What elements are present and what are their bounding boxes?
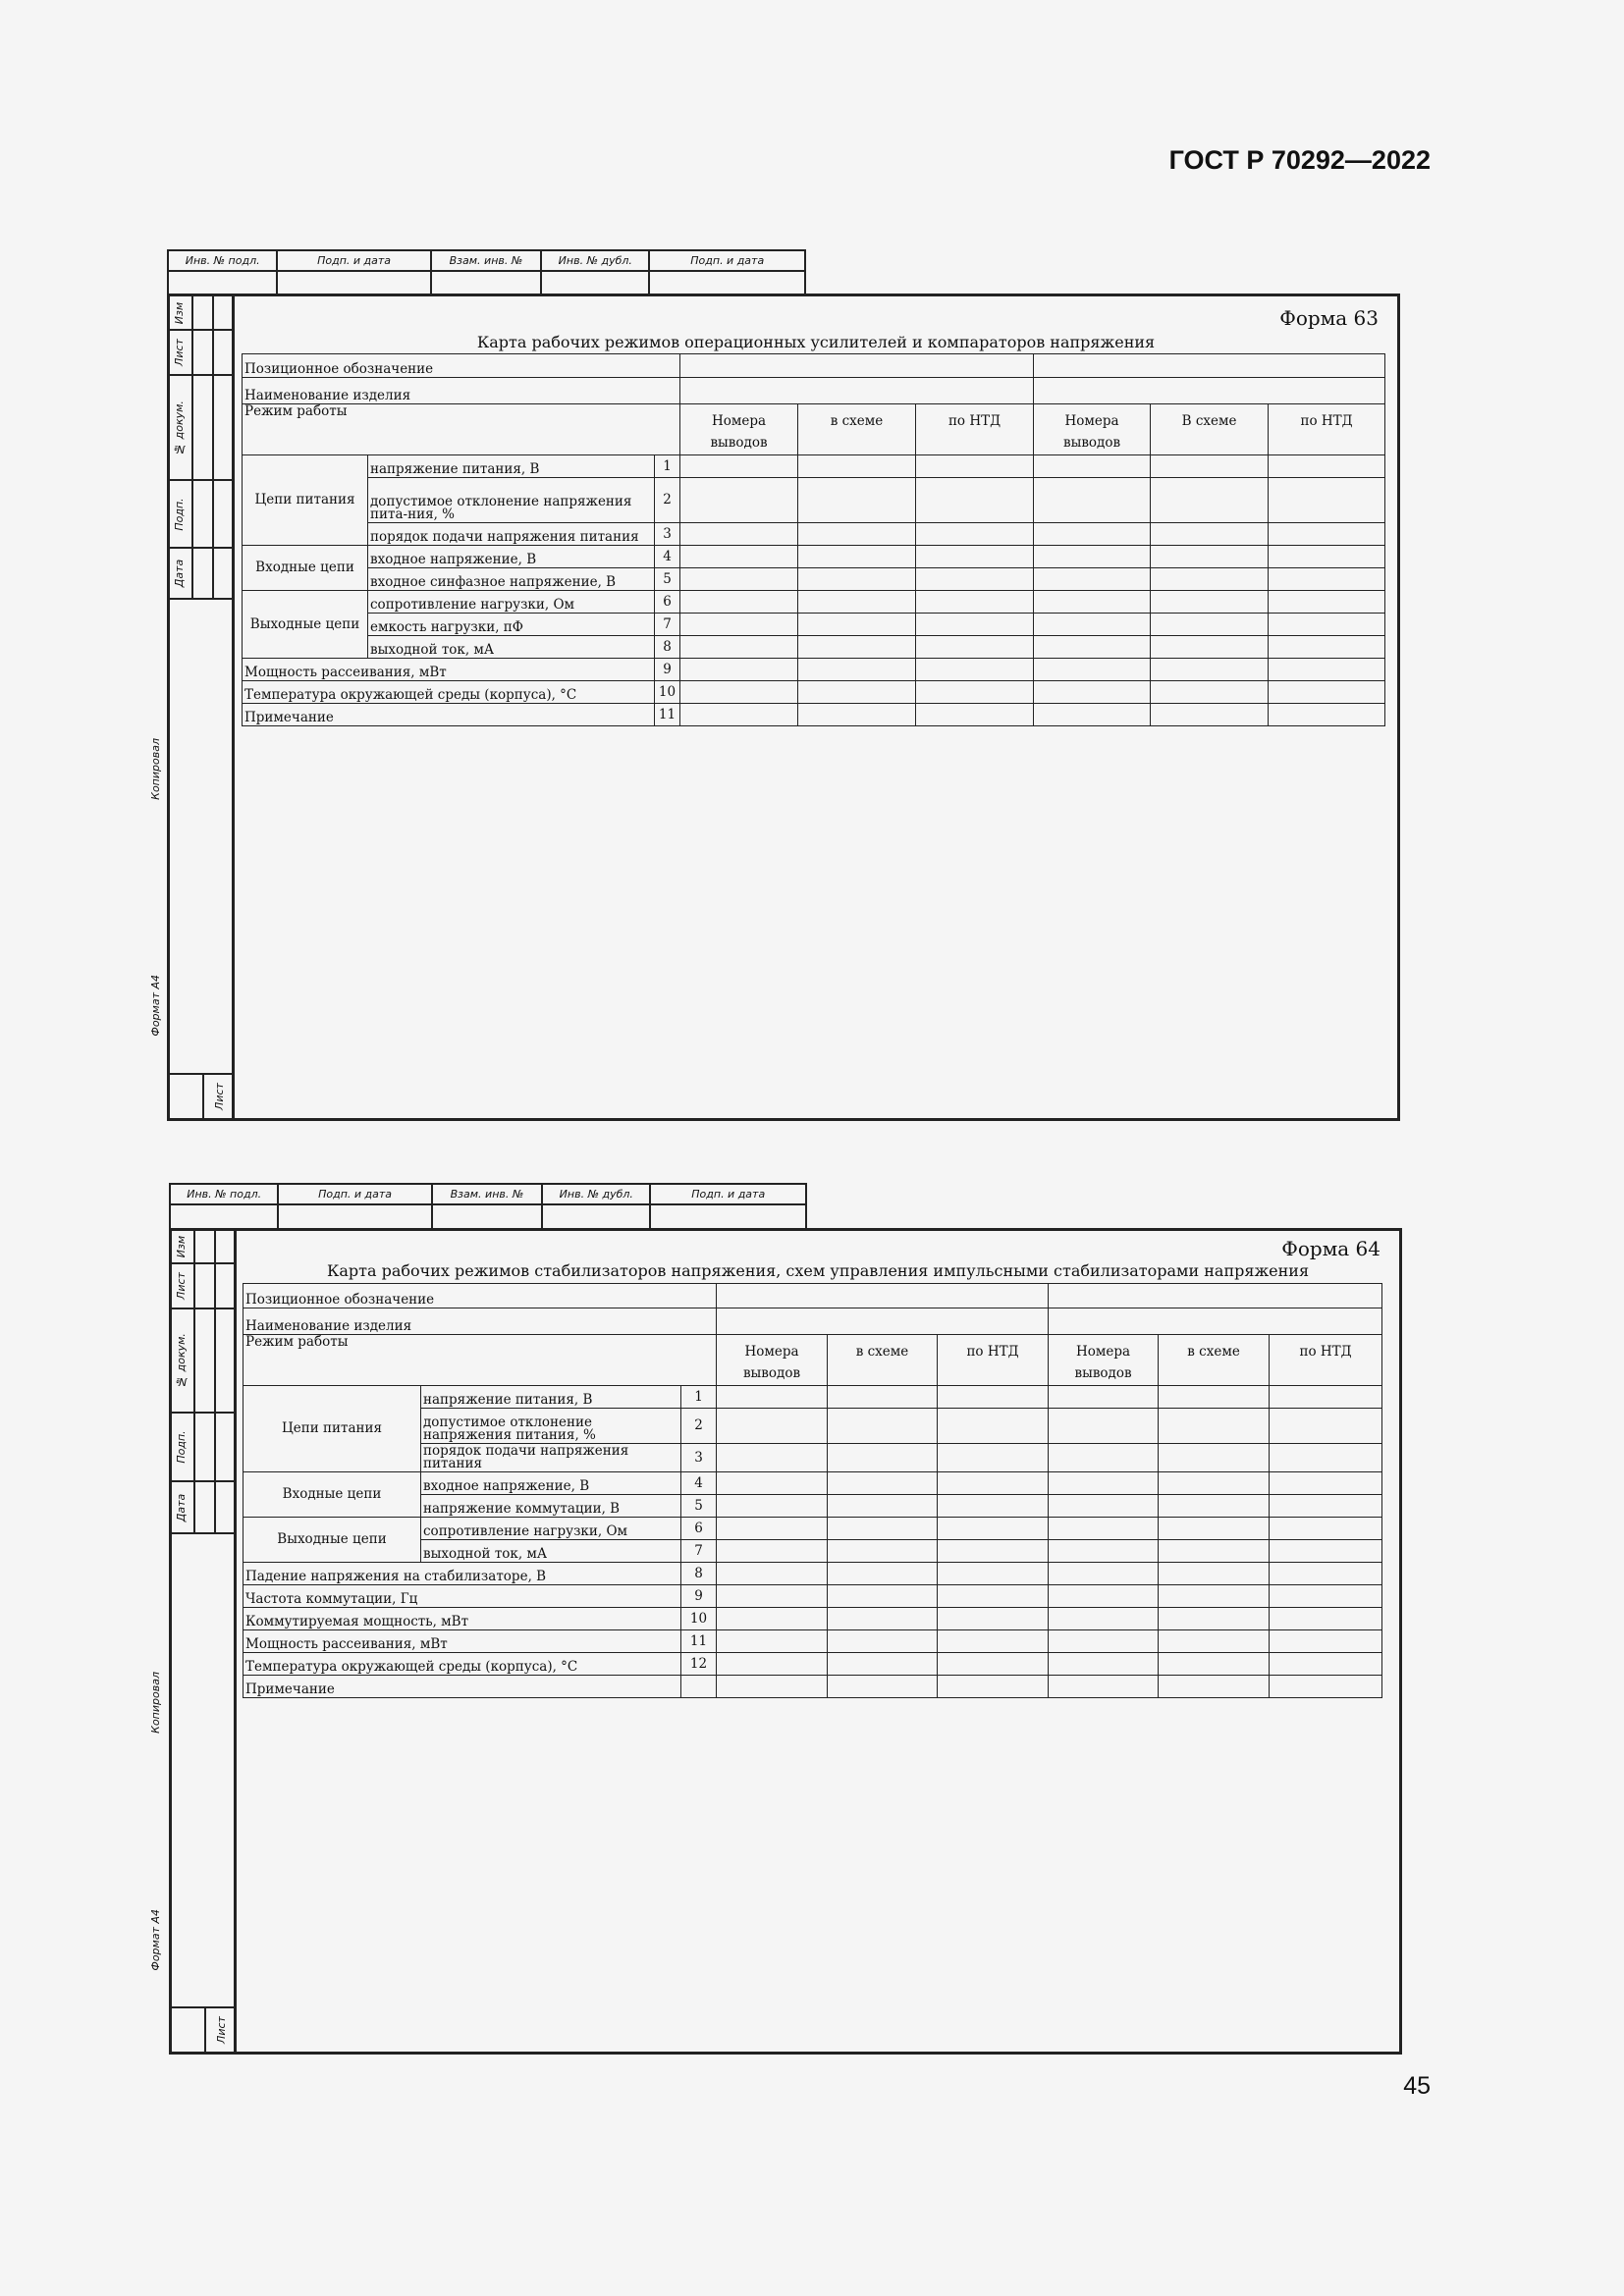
left-cell [170, 296, 232, 331]
group-label: Выходные цепи [244, 1518, 421, 1563]
group-label: Входные цепи [243, 546, 368, 591]
label-podp: Подп. [175, 1430, 188, 1464]
stamp-cell [431, 271, 541, 295]
col-header: Номера выводов [717, 1335, 828, 1386]
stamp-label: Инв. № дубл. [542, 1184, 650, 1204]
label-izm: Изм [175, 1235, 188, 1258]
stamp-label: Подп. и дата [277, 250, 430, 271]
cell-empty [1049, 1284, 1382, 1308]
cell-empty [680, 354, 1034, 378]
form-frame [169, 1228, 1402, 2055]
col-header: по НТД [1269, 404, 1385, 455]
row-label: входное синфазное напряжение, В [368, 568, 655, 591]
cell-empty [680, 378, 1034, 404]
cell-positional: Позиционное обозначение [243, 354, 680, 378]
row-label: Мощность рассеивания, мВт [243, 659, 655, 681]
label-list: Лист [175, 1272, 188, 1300]
cell-empty [1049, 1308, 1382, 1335]
cell-product: Наименование изделия [243, 378, 680, 404]
format-label: Формат А4 [149, 1909, 162, 1971]
cell-positional: Позиционное обозначение [244, 1284, 717, 1308]
label-data: Дата [175, 1493, 188, 1522]
label-izm: Изм [173, 301, 186, 324]
sheet-cell [172, 2006, 234, 2052]
row-number [681, 1676, 717, 1698]
label-list: Лист [173, 339, 186, 366]
row-label: напряжение питания, В [421, 1386, 681, 1409]
stamp-label: Подп. и дата [278, 1184, 431, 1204]
group-label: Цепи питания [244, 1386, 421, 1472]
cell-mode: Режим работы [243, 404, 680, 455]
row-label: Примечание [243, 704, 655, 726]
row-label: Частота коммутации, Гц [244, 1585, 681, 1608]
stamp-cell [541, 271, 649, 295]
form-frame [167, 294, 1400, 1121]
left-cell [170, 376, 232, 481]
left-cell [172, 1264, 234, 1309]
row-label: порядок подачи напряжения питания [421, 1444, 681, 1472]
row-label: Температура окружающей среды (корпуса), °С [244, 1653, 681, 1676]
left-cell [172, 1309, 234, 1414]
group-label: Входные цепи [244, 1472, 421, 1518]
col-header: в схеме [1159, 1335, 1270, 1386]
form64-table [243, 1283, 1382, 1698]
col-header: по НТД [1270, 1335, 1382, 1386]
row-number: 10 [681, 1608, 717, 1630]
row-number: 3 [655, 523, 680, 546]
left-cell [170, 481, 232, 549]
row-label: сопротивление нагрузки, Ом [421, 1518, 681, 1540]
form-number: Форма 64 [1281, 1237, 1380, 1260]
row-label: порядок подачи напряжения питания [368, 523, 655, 546]
left-strip [170, 296, 235, 1118]
form63-table [242, 353, 1385, 726]
document-header: ГОСТ Р 70292—2022 [1168, 145, 1431, 175]
stamp-label: Подп. и дата [650, 1184, 806, 1204]
stamp-cell [277, 271, 430, 295]
label-doc: № докум. [173, 400, 186, 455]
left-cell [170, 549, 232, 600]
stamp-label: Инв. № подл. [168, 250, 277, 271]
row-label: входное напряжение, В [421, 1472, 681, 1495]
left-cell [170, 331, 232, 376]
stamp-cell [432, 1204, 542, 1229]
row-number: 11 [681, 1630, 717, 1653]
row-label: допустимое отклонение напряжения пита-ния, % [368, 478, 655, 523]
stamp-label: Инв. № подл. [170, 1184, 278, 1204]
form-title: Карта рабочих режимов стабилизаторов напряжения, схем управления импульсными стабилизаторами напряжения [326, 1261, 1310, 1280]
row-label: выходной ток, мА [368, 636, 655, 659]
row-number: 5 [681, 1495, 717, 1518]
left-cell [172, 1231, 234, 1264]
format-label: Формат А4 [149, 975, 162, 1037]
cell-product: Наименование изделия [244, 1308, 717, 1335]
row-label: Примечание [244, 1676, 681, 1698]
group-label: Цепи питания [243, 455, 368, 546]
row-label: Коммутируемая мощность, мВт [244, 1608, 681, 1630]
row-label: выходной ток, мА [421, 1540, 681, 1563]
stamp-cell [542, 1204, 650, 1229]
row-number: 8 [655, 636, 680, 659]
col-header: в схеме [828, 1335, 938, 1386]
row-label: входное напряжение, В [368, 546, 655, 568]
stamp-label: Подп. и дата [649, 250, 805, 271]
form-number: Форма 63 [1279, 306, 1379, 330]
row-label: емкость нагрузки, пФ [368, 614, 655, 636]
label-podp: Подп. [173, 497, 186, 531]
form-title: Карта рабочих режимов операционных усилителей и компараторов напряжения [476, 333, 1156, 351]
row-number: 9 [681, 1585, 717, 1608]
row-number: 7 [681, 1540, 717, 1563]
col-header: Номера выводов [1049, 1335, 1159, 1386]
label-doc: № докум. [175, 1333, 188, 1388]
left-strip [172, 1231, 237, 2052]
row-number: 7 [655, 614, 680, 636]
left-cell [172, 1414, 234, 1482]
sheet-label: Лист [215, 2016, 228, 2044]
row-number: 9 [655, 659, 680, 681]
col-header: в схеме [798, 404, 916, 455]
stamp-label: Инв. № дубл. [541, 250, 649, 271]
row-label: допустимое отклонение напряжения питания, % [421, 1409, 681, 1444]
cell-empty [717, 1308, 1049, 1335]
stamp-strip-top [167, 249, 806, 296]
cell-empty [1034, 378, 1385, 404]
col-header: Номера выводов [680, 404, 798, 455]
row-number: 6 [681, 1518, 717, 1540]
col-header: по НТД [916, 404, 1034, 455]
row-number: 4 [655, 546, 680, 568]
cell-empty [717, 1284, 1049, 1308]
cell-mode: Режим работы [244, 1335, 717, 1386]
row-label: Падение напряжения на стабилизаторе, В [244, 1563, 681, 1585]
row-label: сопротивление нагрузки, Ом [368, 591, 655, 614]
row-number: 8 [681, 1563, 717, 1585]
page-number: 45 [1403, 2072, 1431, 2100]
stamp-cell [649, 271, 805, 295]
stamp-strip-bottom [169, 1183, 807, 1230]
stamp-cell [278, 1204, 431, 1229]
row-label: напряжение коммутации, В [421, 1495, 681, 1518]
col-header: В схеме [1151, 404, 1269, 455]
col-header: по НТД [938, 1335, 1049, 1386]
row-number: 1 [681, 1386, 717, 1409]
group-label: Выходные цепи [243, 591, 368, 659]
sheet-cell [170, 1073, 232, 1118]
row-number: 1 [655, 455, 680, 478]
stamp-cell [170, 1204, 278, 1229]
col-header: Номера выводов [1034, 404, 1151, 455]
row-number: 5 [655, 568, 680, 591]
row-number: 12 [681, 1653, 717, 1676]
row-label: напряжение питания, В [368, 455, 655, 478]
row-number: 2 [655, 478, 680, 523]
stamp-label: Взам. инв. № [432, 1184, 542, 1204]
row-label: Температура окружающей среды (корпуса), °С [243, 681, 655, 704]
row-number: 11 [655, 704, 680, 726]
copied-label: Копировал [149, 738, 162, 800]
row-number: 2 [681, 1409, 717, 1444]
stamp-cell [168, 271, 277, 295]
copied-label: Копировал [149, 1672, 162, 1734]
stamp-label: Взам. инв. № [431, 250, 541, 271]
stamp-cell [650, 1204, 806, 1229]
left-cell [172, 1482, 234, 1534]
row-number: 6 [655, 591, 680, 614]
label-data: Дата [173, 559, 186, 588]
sheet-label: Лист [213, 1083, 226, 1110]
row-number: 4 [681, 1472, 717, 1495]
row-label: Мощность рассеивания, мВт [244, 1630, 681, 1653]
row-number: 3 [681, 1444, 717, 1472]
row-number: 10 [655, 681, 680, 704]
cell-empty [1034, 354, 1385, 378]
